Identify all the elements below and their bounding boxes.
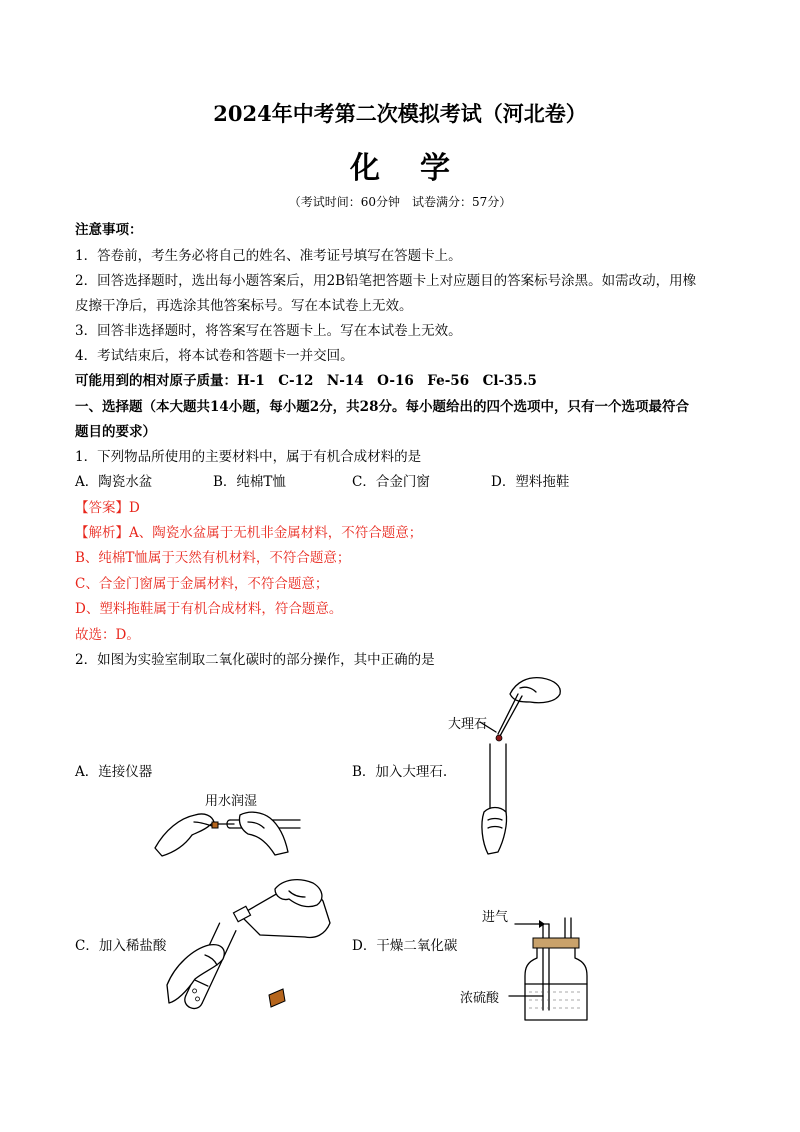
q1-stem: 1．下列物品所使用的主要材料中，属于有机合成材料的是 (75, 449, 422, 465)
q1-option-b: B．纯棉T恤 (213, 474, 286, 490)
dry-co2-figure (505, 910, 605, 1030)
q1-analysis-d: D、塑料拖鞋属于有机合成材料，符合题意。 (75, 601, 343, 617)
q1-option-a: A．陶瓷水盆 (75, 474, 153, 490)
gas-in-label: 进气 (482, 910, 509, 925)
notice-item-3: 3．回答非选择题时，将答案写在答题卡上。写在本试卷上无效。 (75, 323, 462, 339)
q2-stem: 2．如图为实验室制取二氧化碳时的部分操作，其中正确的是 (75, 652, 435, 668)
q1-analysis-b: B、纯棉T恤属于天然有机材料，不符合题意； (75, 550, 351, 566)
q1-option-c: C．合金门窗 (352, 474, 430, 490)
q1-analysis-a: 【解析】A、陶瓷水盆属于无机非金属材料，不符合题意； (75, 525, 423, 541)
add-marble-figure (470, 672, 570, 862)
add-acid-figure (165, 875, 335, 1025)
notice-item-1: 1．答卷前，考生务必将自己的姓名、准考证号填写在答题卡上。 (75, 248, 462, 264)
section-heading-cont: 题目的要求） (75, 424, 156, 440)
notice-item-4: 4．考试结束后，将本试卷和答题卡一并交回。 (75, 348, 354, 364)
acid-label: 浓硫酸 (460, 991, 500, 1006)
section-heading: 一、选择题（本大题共14小题，每小题2分，共28分。每小题给出的四个选项中，只有一个选项最符合 (75, 399, 689, 415)
q2-option-a: A．连接仪器 (75, 764, 153, 780)
atomic-mass-line: 可能用到的相对原子质量：H-1 C-12 N-14 O-16 Fe-56 Cl-35.5 (75, 373, 537, 389)
exam-info: （考试时间：60分钟 试卷满分：57分） (288, 195, 512, 209)
q1-answer: 【答案】D (75, 500, 140, 516)
q1-analysis-c: C、合金门窗属于金属材料，不符合题意； (75, 576, 329, 592)
connect-instruments-figure (150, 800, 310, 865)
subject-title: 化学 (350, 151, 490, 186)
q2-option-d: D．干燥二氧化碳 (352, 938, 458, 954)
notice-item-2-cont: 皮擦干净后，再选涂其他答案标号。写在本试卷上无效。 (75, 298, 413, 314)
q2-option-b: B．加入大理石. (352, 764, 448, 780)
q1-option-d: D．塑料拖鞋 (491, 474, 570, 490)
q2-option-c: C．加入稀盐酸 (75, 938, 167, 954)
marble-label: 大理石 (448, 717, 488, 732)
notice-heading: 注意事项： (75, 222, 143, 238)
page-title: 2024年中考第二次模拟考试（河北卷） (213, 101, 587, 126)
q1-conclusion: 故选：D。 (75, 627, 140, 643)
notice-item-2: 2．回答选择题时，选出每小题答案后，用2B铅笔把答题卡上对应题目的答案标号涂黑。如需改动，用橡 (75, 273, 697, 289)
wet-label: 用水润湿 (205, 794, 258, 809)
